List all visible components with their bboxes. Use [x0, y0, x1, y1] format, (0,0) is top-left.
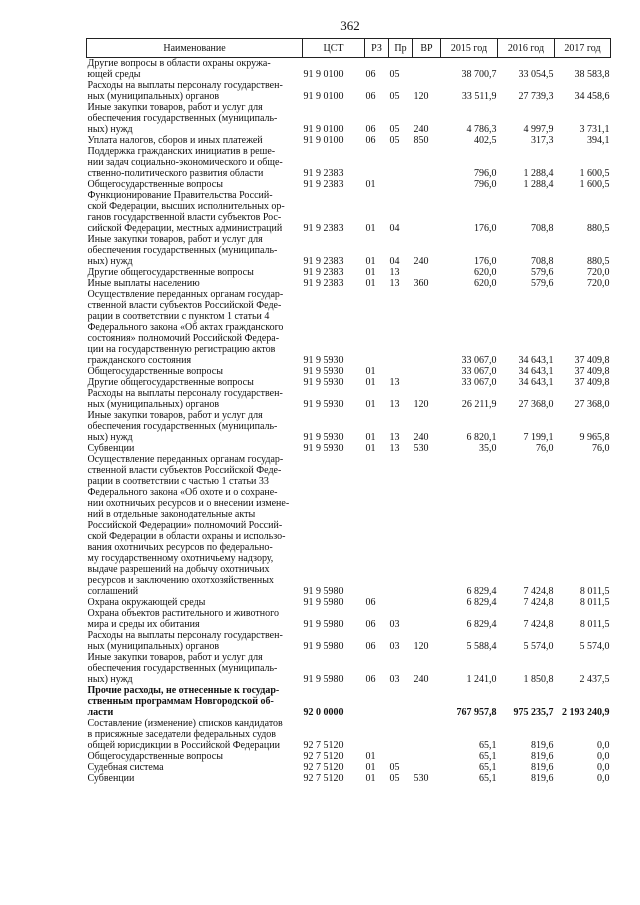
cell-rz: 01 [365, 751, 376, 762]
table-row [87, 718, 611, 751]
cell-2017: 720,0 [587, 267, 610, 278]
cell-2016: 7 424,8 [523, 619, 554, 630]
cell-cst: 91 9 2383 [303, 278, 344, 289]
cell-2015: 4 786,3 [466, 124, 497, 135]
cell-vr: 240 [413, 432, 429, 443]
cell-pr: 04 [389, 223, 400, 234]
cell-vr [413, 608, 441, 630]
cell-2017: 37 409,8 [574, 355, 610, 366]
cell-rz [365, 685, 389, 718]
table-row [87, 630, 611, 652]
table-row [87, 289, 611, 366]
cell-2016: 975 235,7 [513, 707, 554, 718]
cell-2017: 9 965,8 [579, 432, 610, 443]
cell-2017: 37 409,8 [574, 366, 610, 377]
cell-pr: 05 [389, 91, 400, 102]
header-rz: РЗ [365, 39, 389, 58]
cell-pr [389, 289, 413, 366]
cell-name: Поддержка гражданских инициатив в реше- нии задач социально-экономического и обще- ственно-политического развития области [87, 146, 283, 179]
cell-name: Расходы на выплаты персоналу государствен- ных (муниципальных) органов [87, 80, 283, 102]
cell-pr: 05 [389, 135, 400, 146]
table-row [87, 762, 611, 773]
cell-2015: 796,0 [474, 168, 497, 179]
cell-2017: 880,5 [587, 256, 610, 267]
cell-2015: 176,0 [474, 256, 497, 267]
header-2016: 2016 год [498, 39, 555, 58]
cell-2016: 1 850,8 [523, 674, 554, 685]
cell-2015: 6 829,4 [466, 619, 497, 630]
cell-vr: 530 [413, 443, 429, 454]
cell-cst: 92 7 5120 [303, 762, 344, 773]
cell-pr: 03 [389, 619, 400, 630]
cell-cst: 91 9 5980 [303, 674, 344, 685]
cell-name: Прочие расходы, не отнесенные к государ- ственным программам Новгородской об- ласти [87, 685, 280, 718]
cell-2016: 34 643,1 [518, 377, 554, 388]
cell-name: Функционирование Правительства Россий- ской Федерации, высших исполнительных ор- ганов государственной власти субъектов Рос- сийской Федерации, местных администраций [87, 190, 285, 234]
cell-pr: 13 [389, 399, 400, 410]
header-vr: ВР [413, 39, 441, 58]
cell-vr [413, 718, 441, 751]
cell-2016: 819,6 [531, 740, 554, 751]
cell-vr [413, 146, 441, 179]
table-row [87, 366, 611, 377]
cell-cst: 91 9 5930 [303, 377, 344, 388]
header-pr: Пр [389, 39, 413, 58]
cell-name: Осуществление переданных органам государ- ственной власти субъектов Российской Феде- рации в соответствии с частью 1 статьи 33 Федерального закона «Об охоте и о сохране- нии охотничьих ресурсов и о внесении измене- ний в отдельные законодательные акты Российской Федерации» полномочий Россий- ской Федерации в области охраны и использо- вания охотничьих ресурсов по федерально- му государственному охотничьему надзору, выдаче разрешений на добычу охотничьих ресурсов и заключению охотхозяйственных соглашений [87, 454, 290, 597]
cell-pr: 13 [389, 278, 400, 289]
cell-2015: 65,1 [479, 762, 497, 773]
cell-2015: 65,1 [479, 740, 497, 751]
table-row [87, 597, 611, 608]
table-row [87, 443, 611, 454]
cell-name: Другие вопросы в области охраны окружа- ющей среды [87, 58, 271, 80]
header-name: Наименование [87, 39, 303, 58]
table-row [87, 773, 611, 784]
cell-pr [389, 685, 413, 718]
cell-2015: 402,5 [474, 135, 497, 146]
cell-2015: 33 067,0 [461, 377, 497, 388]
cell-cst: 91 9 0100 [303, 124, 344, 135]
cell-cst: 91 9 5930 [303, 355, 344, 366]
cell-2015: 33 067,0 [461, 366, 497, 377]
cell-cst: 91 9 0100 [303, 135, 344, 146]
cell-cst: 91 9 2383 [303, 179, 344, 190]
cell-cst: 91 9 2383 [303, 256, 344, 267]
cell-2015: 5 588,4 [466, 641, 497, 652]
cell-2015: 33 067,0 [461, 355, 497, 366]
cell-pr [389, 718, 413, 751]
cell-2015: 620,0 [474, 267, 497, 278]
cell-rz: 01 [365, 366, 376, 377]
cell-cst: 92 7 5120 [303, 773, 344, 784]
cell-rz: 06 [365, 124, 376, 135]
cell-2015: 38 700,7 [461, 69, 497, 80]
cell-vr: 120 [413, 641, 429, 652]
table-row [87, 80, 611, 102]
cell-pr: 05 [389, 124, 400, 135]
cell-2016: 27 739,3 [518, 91, 554, 102]
cell-cst: 92 0 0000 [303, 707, 344, 718]
cell-cst: 92 7 5120 [303, 751, 344, 762]
cell-name: Иные закупки товаров, работ и услуг для обеспечения государственных (муниципаль- ных) нужд [87, 102, 278, 135]
cell-2015: 35,0 [479, 443, 497, 454]
cell-2016: 708,8 [531, 256, 554, 267]
cell-name: Расходы на выплаты персоналу государствен- ных (муниципальных) органов [87, 388, 283, 410]
cell-pr: 13 [389, 267, 400, 278]
cell-cst: 91 9 2383 [303, 168, 344, 179]
cell-rz [365, 289, 389, 366]
cell-2016: 708,8 [531, 223, 554, 234]
cell-2016: 34 643,1 [518, 355, 554, 366]
cell-name: Общегосударственные вопросы [87, 179, 223, 190]
table-row [87, 190, 611, 234]
cell-2017: 3 731,1 [579, 124, 610, 135]
cell-pr: 13 [389, 377, 400, 388]
table-row [87, 751, 611, 762]
cell-vr: 120 [413, 91, 429, 102]
header-row [87, 39, 611, 58]
cell-2015: 65,1 [479, 751, 497, 762]
cell-2017: 38 583,8 [574, 69, 610, 80]
table-row [87, 685, 611, 718]
cell-2016: 4 997,9 [523, 124, 554, 135]
cell-name: Другие общегосударственные вопросы [87, 267, 254, 278]
cell-2016: 76,0 [536, 443, 554, 454]
cell-vr [413, 267, 441, 278]
cell-2017: 8 011,5 [579, 619, 610, 630]
cell-2017: 5 574,0 [579, 641, 610, 652]
cell-2017: 37 409,8 [574, 377, 610, 388]
cell-vr: 530 [413, 773, 429, 784]
table-row [87, 410, 611, 443]
cell-pr: 13 [389, 443, 400, 454]
table-row [87, 652, 611, 685]
cell-rz [365, 454, 389, 597]
cell-vr [413, 289, 441, 366]
cell-pr: 13 [389, 432, 400, 443]
cell-cst: 91 9 5930 [303, 443, 344, 454]
table-row [87, 608, 611, 630]
cell-vr: 240 [413, 674, 429, 685]
cell-name: Общегосударственные вопросы [87, 751, 223, 762]
cell-rz [365, 146, 389, 179]
cell-name: Судебная система [87, 762, 164, 773]
cell-vr: 120 [413, 399, 429, 410]
header-2017: 2017 год [555, 39, 611, 58]
cell-cst: 91 9 5980 [303, 619, 344, 630]
cell-vr [413, 366, 441, 377]
cell-2015: 176,0 [474, 223, 497, 234]
cell-cst: 91 9 5980 [303, 597, 344, 608]
cell-2015: 6 820,1 [466, 432, 497, 443]
cell-2017: 34 458,6 [574, 91, 610, 102]
cell-pr [389, 179, 413, 190]
cell-cst: 92 7 5120 [303, 740, 344, 751]
cell-2016: 819,6 [531, 773, 554, 784]
cell-2017: 2 193 240,9 [562, 707, 610, 718]
cell-vr [413, 685, 441, 718]
cell-rz: 06 [365, 91, 376, 102]
cell-vr [413, 454, 441, 597]
cell-cst: 91 9 5930 [303, 399, 344, 410]
cell-2016: 317,3 [531, 135, 554, 146]
cell-rz: 06 [365, 69, 376, 80]
cell-pr [389, 751, 413, 762]
cell-2017: 880,5 [587, 223, 610, 234]
table-body [87, 58, 611, 785]
cell-name: Субвенции [87, 443, 135, 454]
cell-cst: 91 9 0100 [303, 69, 344, 80]
cell-vr [413, 762, 441, 773]
cell-rz: 01 [365, 432, 376, 443]
cell-2016: 1 288,4 [523, 168, 554, 179]
header-cst: ЦСТ [303, 39, 365, 58]
cell-rz: 01 [365, 773, 376, 784]
cell-2016: 7 424,8 [523, 586, 554, 597]
cell-rz [365, 718, 389, 751]
cell-2015: 1 241,0 [466, 674, 497, 685]
cell-2015: 65,1 [479, 773, 497, 784]
cell-name: Охрана окружающей среды [87, 597, 206, 608]
cell-rz: 06 [365, 597, 376, 608]
cell-cst: 91 9 5930 [303, 432, 344, 443]
cell-rz: 06 [365, 641, 376, 652]
table-header [87, 39, 611, 58]
cell-2017: 394,1 [587, 135, 610, 146]
cell-cst: 91 9 5980 [303, 586, 344, 597]
cell-2016: 5 574,0 [523, 641, 554, 652]
cell-name: Иные закупки товаров, работ и услуг для обеспечения государственных (муниципаль- ных) нужд [87, 652, 278, 685]
cell-2017: 2 437,5 [579, 674, 610, 685]
cell-rz: 01 [365, 223, 376, 234]
cell-rz: 06 [365, 619, 376, 630]
cell-2016: 819,6 [531, 762, 554, 773]
cell-name: Составление (изменение) списков кандидатов в присяжные заседатели федеральных судов общей юрисдикции в Российской Федерации [87, 718, 283, 751]
page-number: 362 [340, 18, 360, 33]
cell-pr: 04 [389, 256, 400, 267]
cell-2017: 0,0 [597, 751, 610, 762]
cell-rz: 01 [365, 762, 376, 773]
cell-pr [389, 597, 413, 608]
cell-2017: 0,0 [597, 740, 610, 751]
cell-pr: 03 [389, 674, 400, 685]
table-row [87, 377, 611, 388]
table-row [87, 58, 611, 81]
cell-vr: 240 [413, 124, 429, 135]
cell-pr [389, 454, 413, 597]
cell-rz: 01 [365, 278, 376, 289]
cell-vr [413, 751, 441, 762]
cell-name: Иные закупки товаров, работ и услуг для обеспечения государственных (муниципаль- ных) нужд [87, 234, 278, 267]
table-row [87, 267, 611, 278]
cell-cst: 91 9 2383 [303, 223, 344, 234]
cell-rz: 01 [365, 179, 376, 190]
cell-rz: 01 [365, 267, 376, 278]
cell-pr: 03 [389, 641, 400, 652]
cell-vr [413, 179, 441, 190]
cell-pr: 05 [389, 69, 400, 80]
cell-2017: 1 600,5 [579, 168, 610, 179]
cell-pr [389, 146, 413, 179]
cell-2017: 720,0 [587, 278, 610, 289]
cell-cst: 91 9 5980 [303, 641, 344, 652]
cell-2016: 7 424,8 [523, 597, 554, 608]
cell-name: Иные закупки товаров, работ и услуг для обеспечения государственных (муниципаль- ных) нужд [87, 410, 278, 443]
cell-vr: 360 [413, 278, 429, 289]
cell-name: Расходы на выплаты персоналу государствен- ных (муниципальных) органов [87, 630, 283, 652]
cell-name: Другие общегосударственные вопросы [87, 377, 254, 388]
cell-pr [389, 366, 413, 377]
table-row [87, 146, 611, 179]
cell-2015: 796,0 [474, 179, 497, 190]
cell-2017: 0,0 [597, 762, 610, 773]
cell-2017: 0,0 [597, 773, 610, 784]
cell-vr [413, 58, 441, 81]
cell-2016: 819,6 [531, 751, 554, 762]
cell-vr: 240 [413, 256, 429, 267]
table-row [87, 135, 611, 146]
cell-2015: 767 957,8 [456, 707, 497, 718]
cell-2016: 1 288,4 [523, 179, 554, 190]
table-row [87, 234, 611, 267]
table-row [87, 278, 611, 289]
cell-2017: 8 011,5 [579, 586, 610, 597]
cell-rz: 01 [365, 399, 376, 410]
cell-2015: 6 829,4 [466, 597, 497, 608]
cell-vr [413, 377, 441, 388]
cell-name: Иные выплаты населению [87, 278, 200, 289]
table-row [87, 388, 611, 410]
cell-cst: 91 9 0100 [303, 91, 344, 102]
cell-name: Уплата налогов, сборов и иных платежей [87, 135, 263, 146]
cell-2015: 6 829,4 [466, 586, 497, 597]
cell-2016: 27 368,0 [518, 399, 554, 410]
cell-2016: 7 199,1 [523, 432, 554, 443]
cell-2017: 1 600,5 [579, 179, 610, 190]
cell-rz: 06 [365, 135, 376, 146]
table-row [87, 102, 611, 135]
header-2015: 2015 год [441, 39, 498, 58]
cell-2017: 76,0 [592, 443, 610, 454]
cell-2015: 33 511,9 [461, 91, 497, 102]
table-row [87, 179, 611, 190]
budget-table [86, 38, 611, 784]
cell-2016: 579,6 [531, 267, 554, 278]
cell-cst: 91 9 2383 [303, 267, 344, 278]
cell-2017: 27 368,0 [574, 399, 610, 410]
cell-2015: 26 211,9 [461, 399, 497, 410]
cell-name: Охрана объектов растительного и животного мира и среды их обитания [87, 608, 279, 630]
cell-vr: 850 [413, 135, 429, 146]
cell-rz: 01 [365, 443, 376, 454]
cell-name: Субвенции [87, 773, 135, 784]
cell-pr: 05 [389, 762, 400, 773]
cell-name: Осуществление переданных органам государ- ственной власти субъектов Российской Феде- рации в соответствии с пунктом 1 статьи 4 Федерального закона «Об актах гражданского состояния» полномочий Российской Федера- ции на государственную регистрацию актов гражданского состояния [87, 289, 284, 366]
cell-2016: 579,6 [531, 278, 554, 289]
cell-name: Общегосударственные вопросы [87, 366, 223, 377]
cell-rz: 06 [365, 674, 376, 685]
cell-2015: 620,0 [474, 278, 497, 289]
cell-cst: 91 9 5930 [303, 366, 344, 377]
cell-2016: 34 643,1 [518, 366, 554, 377]
cell-rz: 01 [365, 377, 376, 388]
cell-pr: 05 [389, 773, 400, 784]
cell-vr [413, 190, 441, 234]
cell-vr [413, 597, 441, 608]
table-row [87, 454, 611, 597]
cell-2017: 8 011,5 [579, 597, 610, 608]
cell-rz: 01 [365, 256, 376, 267]
cell-2016: 33 054,5 [518, 69, 554, 80]
